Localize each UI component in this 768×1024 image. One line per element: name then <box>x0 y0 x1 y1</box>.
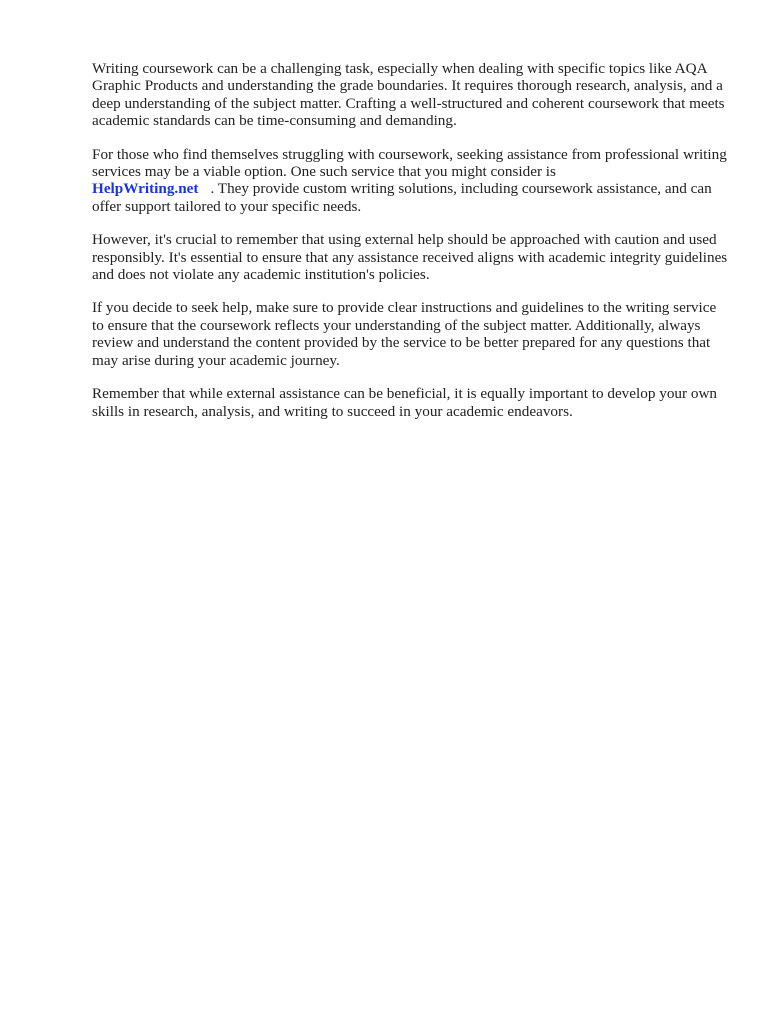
helpwriting-link[interactable]: HelpWriting.net <box>92 180 199 198</box>
paragraph-service-text-after: . They provide custom writing solutions, including coursework assistance, and can offer support tailored to your specific needs. <box>92 180 712 215</box>
paragraph-instructions: If you decide to seek help, make sure to provide clear instructions and guidelines to the writing service to ensure that the coursework reflects your understanding of the subject matter. Additionally, always review and understand the content provided by the service to be better prepared for any questions that may arise during your academic journey. <box>92 299 717 369</box>
paragraph-caution: However, it's crucial to remember that using external help should be approached with caution and used responsibly. It's essential to ensure that any assistance received aligns with academic integrity guidelines and does not violate any academic institution's policies. <box>92 231 728 284</box>
paragraph-intro: Writing coursework can be a challenging task, especially when dealing with specific topics like AQA Graphic Products and understanding the grade boundaries. It requires thorough research, analysis, and a deep understanding of the subject matter. Crafting a well-structured and coherent coursework that meets academic standards can be time-consuming and demanding. <box>92 60 725 130</box>
paragraph-service-text-before: For those who find themselves struggling with coursework, seeking assistance from professional writing services may be a viable option. One such service that you might consider is <box>92 145 727 181</box>
paragraph-conclusion: Remember that while external assistance can be beneficial, it is equally important to develop your own skills in research, analysis, and writing to succeed in your academic endeavors. <box>92 385 718 420</box>
paragraph-service <box>92 146 728 216</box>
document-body <box>92 60 728 436</box>
